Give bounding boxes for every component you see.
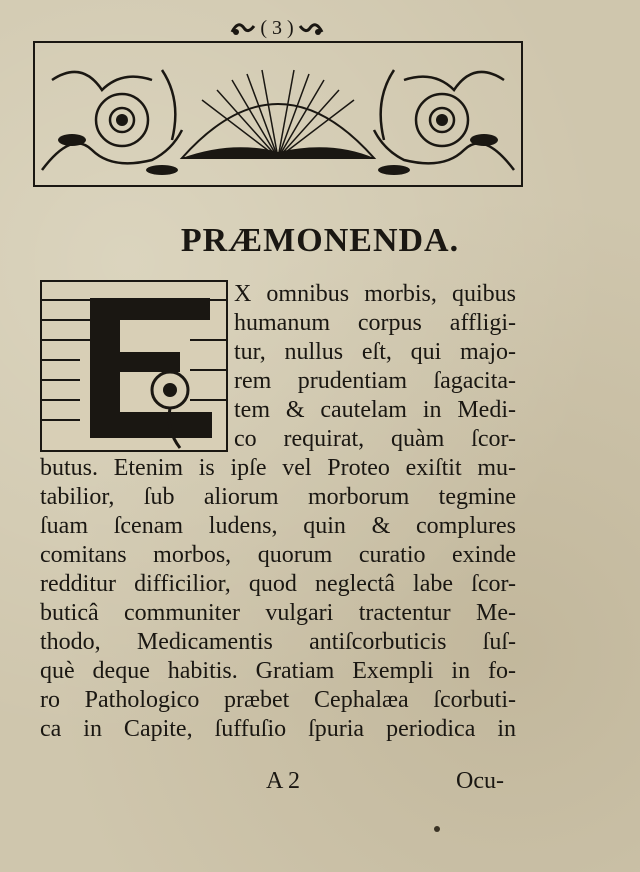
text-line: rem prudentiam ſagacita- bbox=[234, 368, 516, 394]
text-line: ca in Capite, ſuffuſio ſpuria periodica in bbox=[40, 716, 516, 742]
text-line: tem & cautelam in Medi- bbox=[234, 397, 516, 423]
text-line: buticâ communiter vulgari tractentur Me- bbox=[40, 600, 516, 626]
catch-line bbox=[0, 768, 640, 798]
text-line: butus. Etenim is ipſe vel Proteo exiſtit mu- bbox=[40, 455, 516, 481]
ink-speck bbox=[434, 826, 440, 832]
text-line: ſuam ſcenam ludens, quin & complures bbox=[40, 513, 516, 539]
text-line: què deque habitis. Gratiam Exempli in fo- bbox=[40, 658, 516, 684]
text-line: ro Pathologico præbet Cephalæa ſcorbuti- bbox=[40, 687, 516, 713]
text-line: tabilior, ſub aliorum morborum tegmine bbox=[40, 484, 516, 510]
text-line: comitans morbos, quorum curatio exinde bbox=[40, 542, 516, 568]
text-line: X omnibus morbis, quibus bbox=[234, 281, 516, 307]
catchword: Ocu- bbox=[456, 768, 504, 794]
text-line: tur, nullus eſt, qui majo- bbox=[234, 339, 516, 365]
page-number: ( 3 ) bbox=[260, 16, 294, 39]
text-line: thodo, Medicamentis antiſcorbuticis ſuſ- bbox=[40, 629, 516, 655]
text-line: redditur difficilior, quod neglectâ labe ſcor- bbox=[40, 571, 516, 597]
section-heading: PRÆMONENDA. bbox=[180, 222, 460, 259]
text-line: co requirat, quàm ſcor- bbox=[234, 426, 516, 452]
text-line: humanum corpus affligi- bbox=[234, 310, 516, 336]
signature-mark: A 2 bbox=[266, 768, 301, 794]
